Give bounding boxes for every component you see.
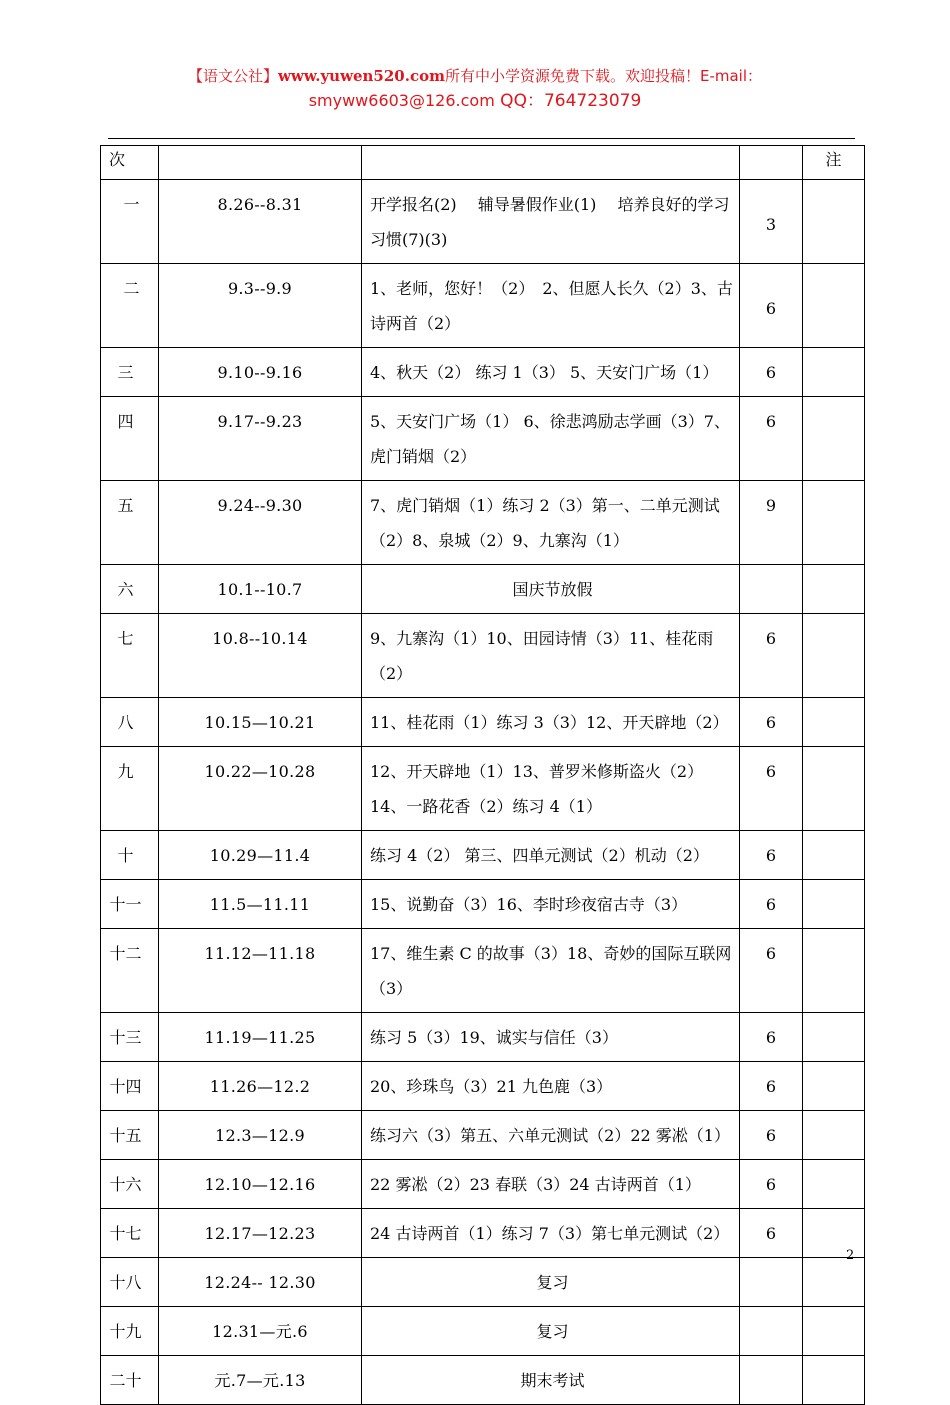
notes-cell <box>803 1356 865 1405</box>
table-header-row <box>101 146 865 180</box>
notes-cell <box>803 1013 865 1062</box>
teaching-schedule-table <box>100 145 865 1405</box>
content-cell: 4、秋天（2） 练习 1（3） 5、天安门广场（1） <box>362 348 740 397</box>
dates-cell: 12.31—元.6 <box>159 1307 362 1356</box>
hours-value: 3 <box>765 215 777 234</box>
table-row <box>101 481 865 565</box>
dates-cell: 11.26—12.2 <box>159 1062 362 1111</box>
dates-cell: 11.5—11.11 <box>159 880 362 929</box>
header-email-link[interactable]: smyww6603@126.com <box>308 91 495 110</box>
header-cell-dates <box>159 146 362 180</box>
notes-cell <box>803 348 865 397</box>
hours-cell: 6 <box>740 929 803 1013</box>
hours-cell: 9 <box>740 481 803 565</box>
content-cell: 1、老师，您好！（2） 2、但愿人长久（2）3、古诗两首（2） <box>362 264 740 348</box>
dates-cell: 9.24--9.30 <box>159 481 362 565</box>
notes-cell <box>803 565 865 614</box>
table-row <box>101 1111 865 1160</box>
notes-cell <box>803 698 865 747</box>
hours-cell: 6 <box>740 831 803 880</box>
dates-cell: 11.12—11.18 <box>159 929 362 1013</box>
dates-cell: 10.29—11.4 <box>159 831 362 880</box>
hours-cell: 6 <box>740 880 803 929</box>
week-cell: 九 <box>101 747 159 831</box>
hours-cell: 6 <box>740 1013 803 1062</box>
content-cell: 11、桂花雨（1）练习 3（3）12、开天辟地（2） <box>362 698 740 747</box>
content-cell: 24 古诗两首（1）练习 7（3）第七单元测试（2） <box>362 1209 740 1258</box>
table-row <box>101 397 865 481</box>
notes-cell <box>803 1258 865 1307</box>
week-cell: 十二 <box>101 929 159 1013</box>
dates-cell: 10.15—10.21 <box>159 698 362 747</box>
content-cell: 期末考试 <box>362 1356 740 1405</box>
hours-cell <box>740 264 803 348</box>
hours-cell <box>740 180 803 264</box>
table-row <box>101 1258 865 1307</box>
notes-cell <box>803 880 865 929</box>
dates-cell: 12.3—12.9 <box>159 1111 362 1160</box>
week-cell: 十九 <box>101 1307 159 1356</box>
hours-cell <box>740 1258 803 1307</box>
notes-cell <box>803 180 865 264</box>
notes-cell <box>803 1307 865 1356</box>
week-cell: 二十 <box>101 1356 159 1405</box>
table-row <box>101 1356 865 1405</box>
header-cell-week: 次 <box>101 146 159 180</box>
page-number: 2 <box>846 1248 855 1263</box>
table-row <box>101 1209 865 1258</box>
notes-cell <box>803 1062 865 1111</box>
content-cell: 复习 <box>362 1258 740 1307</box>
hours-cell: 6 <box>740 614 803 698</box>
dates-cell: 10.1--10.7 <box>159 565 362 614</box>
notes-cell <box>803 397 865 481</box>
table-row <box>101 264 865 348</box>
header-cell-hours <box>740 146 803 180</box>
notes-cell <box>803 1111 865 1160</box>
notes-cell <box>803 1209 865 1258</box>
hours-cell: 6 <box>740 348 803 397</box>
table-body <box>101 146 865 1405</box>
dates-cell: 9.17--9.23 <box>159 397 362 481</box>
hours-cell <box>740 1307 803 1356</box>
content-cell: 5、天安门广场（1） 6、徐悲鸿励志学画（3）7、虎门销烟（2） <box>362 397 740 481</box>
notes-cell <box>803 1160 865 1209</box>
notes-cell <box>803 831 865 880</box>
header-cell-notes: 注 <box>803 146 865 180</box>
notes-cell <box>803 747 865 831</box>
content-cell: 9、九寨沟（1）10、田园诗情（3）11、桂花雨（2） <box>362 614 740 698</box>
table-row <box>101 929 865 1013</box>
content-cell: 7、虎门销烟（1）练习 2（3）第一、二单元测试（2）8、泉城（2）9、九寨沟（1） <box>362 481 740 565</box>
hours-cell <box>740 1356 803 1405</box>
week-cell: 八 <box>101 698 159 747</box>
notes-cell <box>803 264 865 348</box>
table-row <box>101 698 865 747</box>
header-cell-content <box>362 146 740 180</box>
content-cell: 练习 4（2） 第三、四单元测试（2）机动（2） <box>362 831 740 880</box>
hours-value: 6 <box>765 299 777 318</box>
header-line-2 <box>0 88 950 114</box>
header-line-1 <box>0 64 950 88</box>
content-cell: 22 雾凇（2）23 春联（3）24 古诗两首（1） <box>362 1160 740 1209</box>
hours-cell: 6 <box>740 397 803 481</box>
table-row <box>101 1307 865 1356</box>
table-row <box>101 348 865 397</box>
week-cell: 一 <box>101 180 159 264</box>
week-cell: 十五 <box>101 1111 159 1160</box>
week-cell: 七 <box>101 614 159 698</box>
week-cell: 十六 <box>101 1160 159 1209</box>
header-brand: 【语文公社】 <box>187 67 278 85</box>
header-tagline: 所有中小学资源免费下载。欢迎投稿！E-mail： <box>444 67 763 85</box>
table-row <box>101 1160 865 1209</box>
week-cell: 二 <box>101 264 159 348</box>
week-cell: 十 <box>101 831 159 880</box>
dates-cell: 9.3--9.9 <box>159 264 362 348</box>
hours-cell: 6 <box>740 1209 803 1258</box>
dates-cell: 12.17—12.23 <box>159 1209 362 1258</box>
table-row <box>101 831 865 880</box>
content-cell: 复习 <box>362 1307 740 1356</box>
header-divider <box>108 138 855 139</box>
week-cell: 五 <box>101 481 159 565</box>
notes-cell <box>803 614 865 698</box>
week-cell: 十三 <box>101 1013 159 1062</box>
week-cell: 十七 <box>101 1209 159 1258</box>
content-cell: 17、维生素 C 的故事（3）18、奇妙的国际互联网（3） <box>362 929 740 1013</box>
hours-cell <box>740 565 803 614</box>
week-cell: 四 <box>101 397 159 481</box>
header-site-link[interactable]: www.yuwen520.com <box>278 67 445 85</box>
hours-cell: 6 <box>740 747 803 831</box>
dates-cell: 10.22—10.28 <box>159 747 362 831</box>
content-cell: 15、说勤奋（3）16、李时珍夜宿古寺（3） <box>362 880 740 929</box>
hours-cell: 6 <box>740 1160 803 1209</box>
content-cell: 12、开天辟地（1）13、普罗米修斯盗火（2）14、一路花香（2）练习 4（1） <box>362 747 740 831</box>
dates-cell: 12.24-- 12.30 <box>159 1258 362 1307</box>
week-cell: 六 <box>101 565 159 614</box>
content-cell: 20、珍珠鸟（3）21 九色鹿（3） <box>362 1062 740 1111</box>
page-header <box>0 64 950 114</box>
table-row <box>101 880 865 929</box>
table-row <box>101 747 865 831</box>
hours-cell: 6 <box>740 1111 803 1160</box>
table-row <box>101 565 865 614</box>
dates-cell: 9.10--9.16 <box>159 348 362 397</box>
content-cell: 练习 5（3）19、诚实与信任（3） <box>362 1013 740 1062</box>
week-cell: 十一 <box>101 880 159 929</box>
notes-cell <box>803 481 865 565</box>
hours-cell: 6 <box>740 1062 803 1111</box>
table-row <box>101 614 865 698</box>
content-cell: 国庆节放假 <box>362 565 740 614</box>
week-cell: 三 <box>101 348 159 397</box>
dates-cell: 11.19—11.25 <box>159 1013 362 1062</box>
header-qq-label: QQ： <box>494 91 544 111</box>
dates-cell: 10.8--10.14 <box>159 614 362 698</box>
header-qq-number: 764723079 <box>543 91 642 111</box>
week-cell: 十四 <box>101 1062 159 1111</box>
dates-cell: 12.10—12.16 <box>159 1160 362 1209</box>
dates-cell: 8.26--8.31 <box>159 180 362 264</box>
content-cell: 开学报名(2) 辅导暑假作业(1) 培养良好的学习习惯(7)(3) <box>362 180 740 264</box>
notes-cell <box>803 929 865 1013</box>
hours-cell: 6 <box>740 698 803 747</box>
table-row <box>101 1062 865 1111</box>
table-row <box>101 1013 865 1062</box>
dates-cell: 元.7—元.13 <box>159 1356 362 1405</box>
week-cell: 十八 <box>101 1258 159 1307</box>
table-row <box>101 180 865 264</box>
content-cell: 练习六（3）第五、六单元测试（2）22 雾凇（1） <box>362 1111 740 1160</box>
